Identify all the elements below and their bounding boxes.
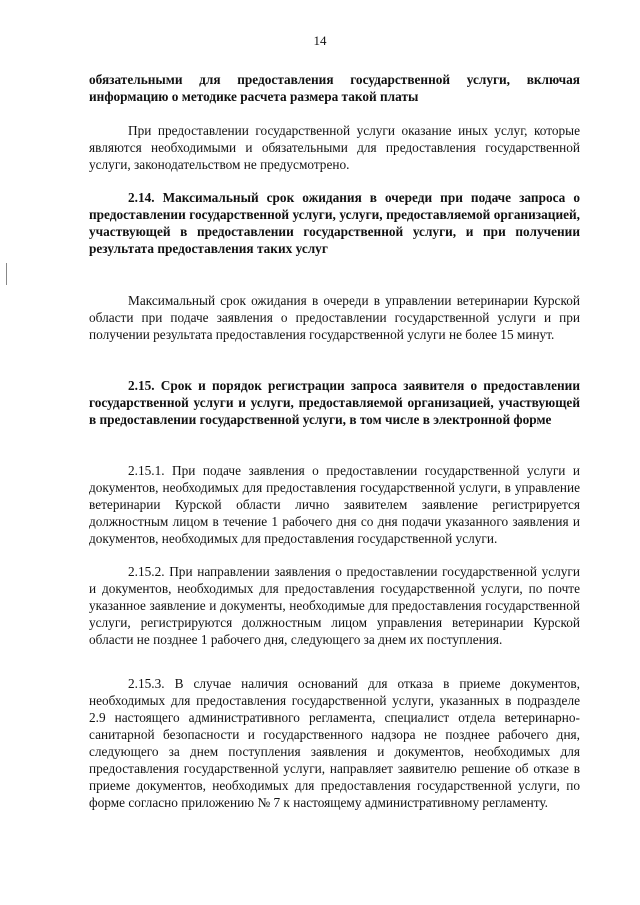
section-2-14-text: Максимальный срок ожидания в очереди в управлении ветеринарии Курской области при подаче заявления о предоставлении государственной услуги и при получении результата предоставления государственной услуги не более 15 минут.: [89, 293, 580, 342]
paragraph-2-15-3: 2.15.3. В случае наличия оснований для отказа в приеме документов, необходимых для предоставления государственной услуги, указанных в подразделе 2.9 настоящего административного регламента, специалист отдела ветеринарно-санитарной безопасности и государственного надзора не позднее рабочего дня, следующего за днем поступления заявления и документов, необходимых для предоставления государственной услуги, направляет заявителю решение об отказе в приеме документов, необходимых для предоставления государственной услуги, по форме согласно приложению № 7 к настоящему административному регламенту.: [89, 676, 580, 810]
paragraph-other-services: При предоставлении государственной услуги оказание иных услуг, которые являются необходимыми и обязательными для предоставления государственной услуги, законодательством не предусмотрено.: [89, 123, 580, 172]
scan-margin-mark: [6, 263, 7, 285]
section-2-14-heading: 2.14. Максимальный срок ожидания в очереди при подаче запроса о предоставлении государственной услуги, услуги, предоставляемой организацией, участвующей в предоставлении государственной услуги, и при получении результата предоставления таких услуг: [89, 190, 580, 256]
paragraph-2-15-1: 2.15.1. При подаче заявления о предоставлении государственной услуги и документов, необходимых для предоставления государственной услуги, в управление ветеринарии Курской области лично заявителем заявление регистрируется должностным лицом в течение 1 рабочего дня со дня подачи указанного заявления и документов, необходимых для предоставления государственной услуги.: [89, 463, 580, 546]
section-2-15-heading: 2.15. Срок и порядок регистрации запроса заявителя о предоставлении государственной услуги и услуги, предоставляемой организацией, участвующей в предоставлении государственной услуги, в том числе в электронной форме: [89, 378, 580, 427]
page-number: 14: [313, 33, 327, 48]
paragraph-2-15-2: 2.15.2. При направлении заявления о предоставлении государственной услуги и документов, необходимых для предоставления государственной услуги, по почте указанное заявление и документы, необходимые для предоставления государственной услуги, регистрируются должностным лицом управления ветеринарии Курской области не позднее 1 рабочего дня, следующего за днем их поступления.: [89, 564, 580, 647]
heading-continuation: обязательными для предоставления государственной услуги, включая информацию о методике расчета размера такой платы: [89, 72, 580, 104]
